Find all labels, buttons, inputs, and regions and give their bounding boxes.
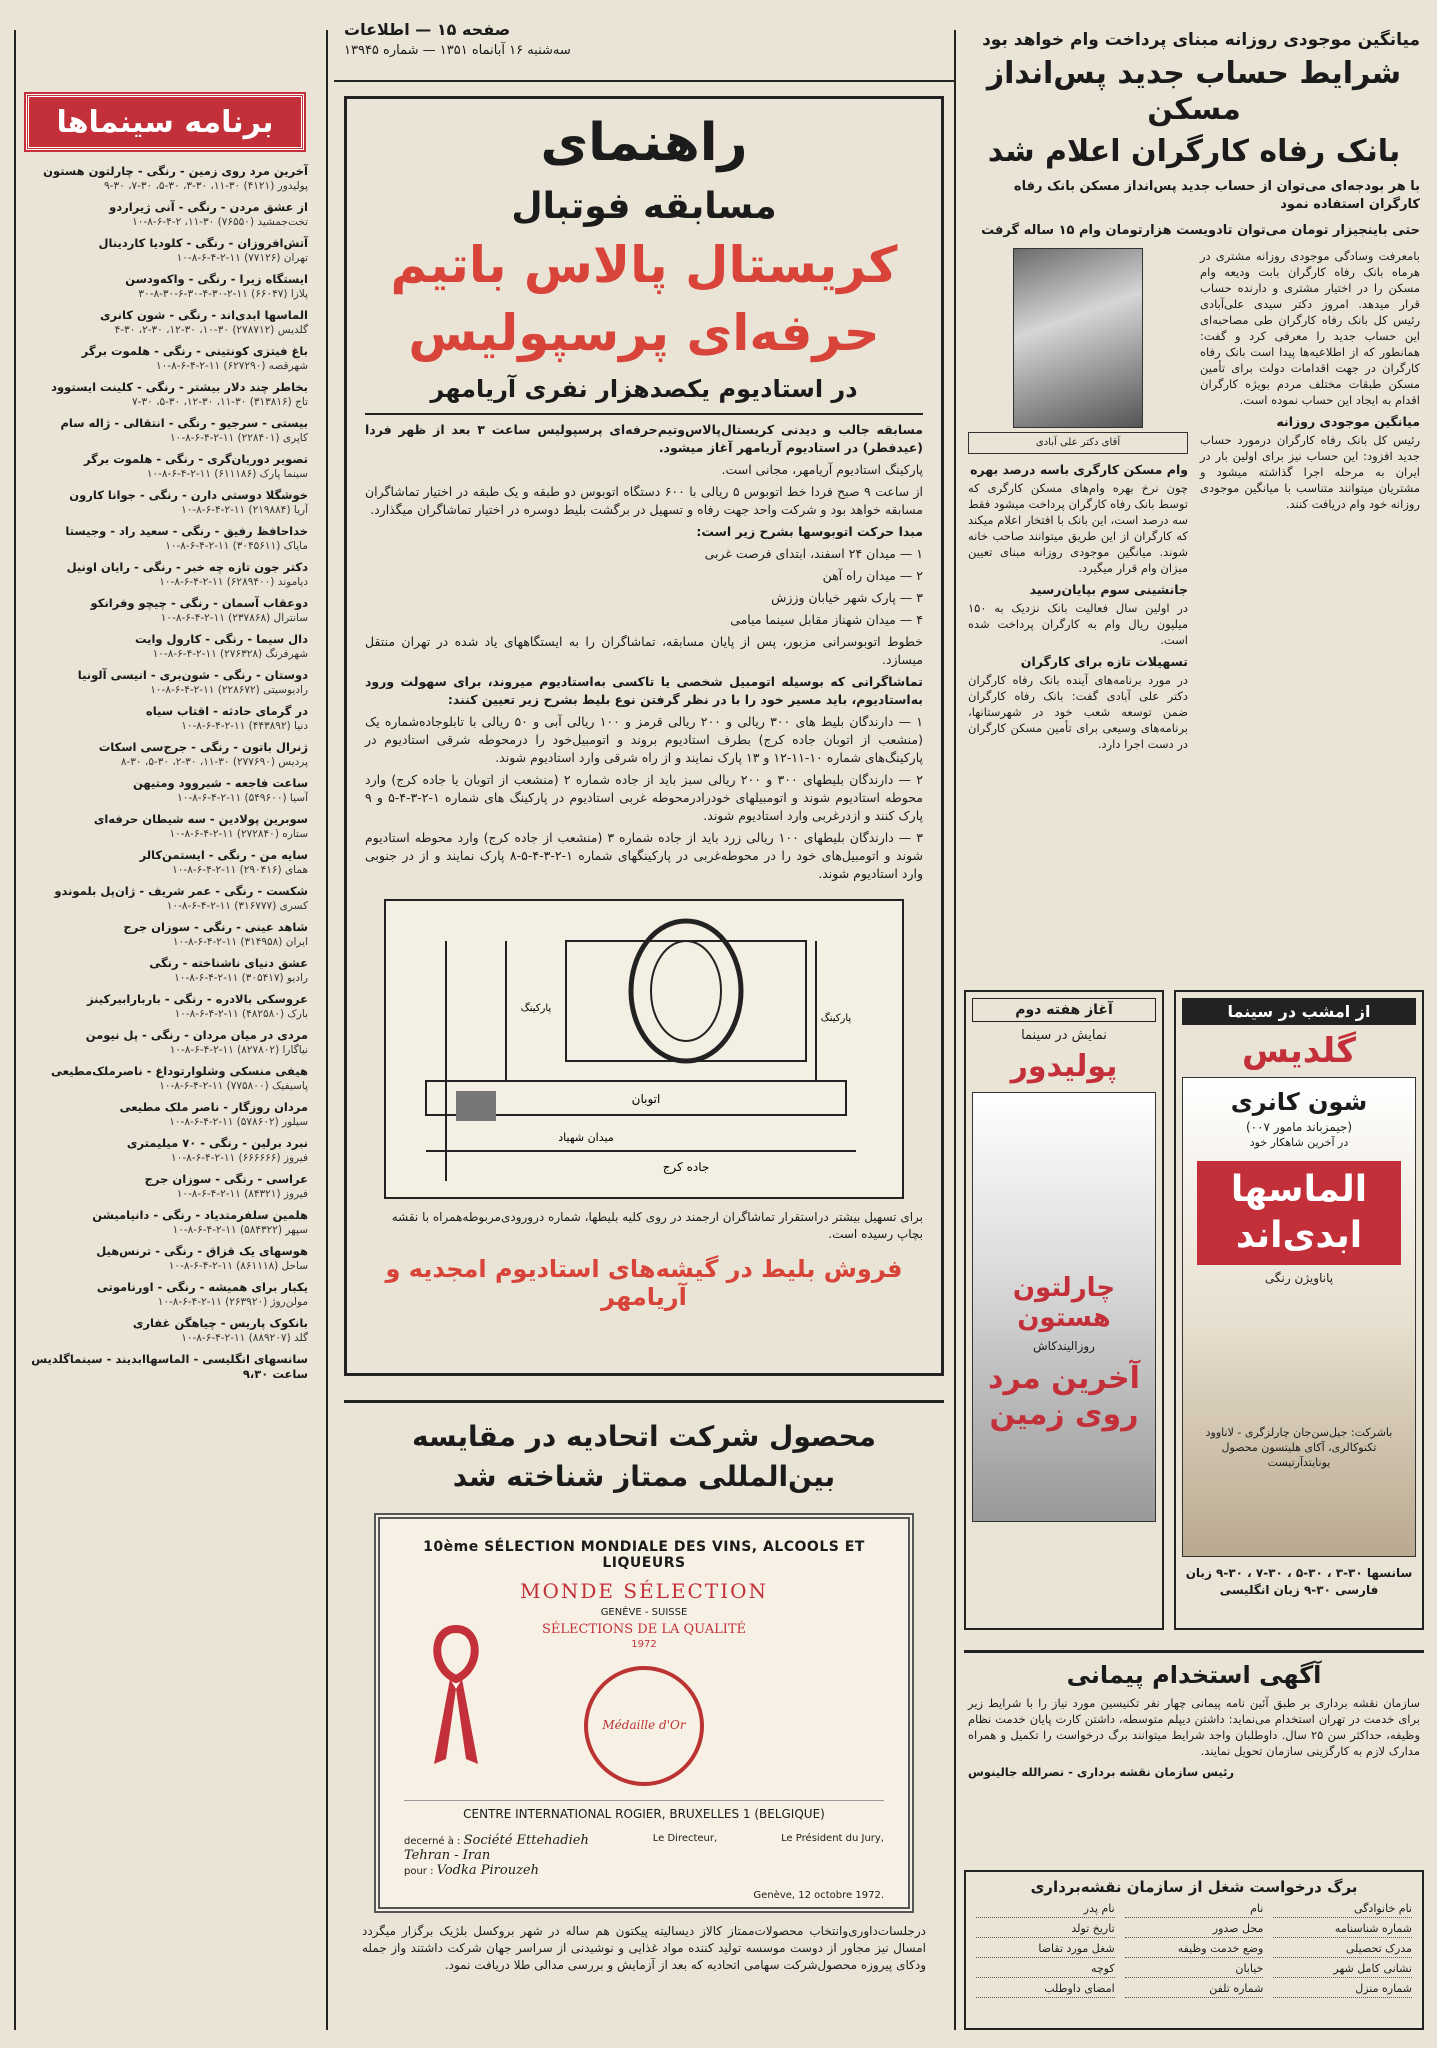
listing-title: سوبرین پولادین - سه شیطان حرفه‌ای [93,812,308,826]
listing-showtimes: دیاموند (۶۲۸۹۴۰۰) ۱۱-۲-۴-۶-۸-۱۰ [159,576,308,588]
column-divider [954,30,956,2030]
listing-title: ژنرال باتون - رنگی - جرج‌سی اسکات [98,740,308,754]
cinema-listing [22,1208,308,1238]
newspaper-page [14,10,1424,2040]
listing-title: از عشق مردن - رنگی - آنی ژیراردو [109,200,308,214]
listing-title: تصویر دوریان‌گری - رنگی - هلموت برگر [83,452,308,466]
form-field-label: محل صدور [1125,1922,1264,1938]
photo-caption: آقای دکتر علی آبادی [968,432,1188,454]
listing-showtimes: سپهر (۵۸۴۳۲۲) ۱۱-۲-۴-۶-۸-۱۰ [172,1224,308,1236]
cinema-listing [22,992,308,1022]
listing-title: آتش‌افروزان - رنگی - کلودیا کاردینال [98,236,308,250]
listing-showtimes: پاسیفیک (۷۷۵۸۰۰) ۱۱-۲-۴-۶-۸-۱۰ [159,1080,308,1092]
cinema-listing [22,272,308,302]
ad-paragraph: مبدا حرکت اتوبوسها بشرح زیر است: [696,524,923,539]
cinema-listing [22,848,308,878]
ad-paragraph: ۴ — میدان شهناز مقابل سینما میامی [730,612,923,627]
listing-showtimes: گلد (۸۸۹۲۰۷) ۱۱-۲-۴-۶-۸-۱۰ [181,1332,308,1344]
listing-title: دوعقاب آسمان - رنگی - چیچو وفرانکو [90,596,308,610]
poster-format: پاناویژن رنگی [1264,1271,1334,1285]
cinema-ad-show: نمایش در سینما [1021,1028,1107,1043]
form-fields [976,1902,1412,1998]
cert-year: 1972 [631,1639,657,1650]
cinema-listing [22,1064,308,1094]
listing-title: شاهد عینی - رنگی - سوزان جرج [123,920,308,934]
cinema-listing [22,632,308,662]
listing-title: عشق دنیای ناشناخته - رنگی [149,956,308,970]
ad-heading: راهنمای [540,113,748,173]
cinema-listing [22,920,308,950]
listing-title: هوسهای یک قزاق - رنگی - ترنس‌هیل [96,1244,308,1258]
award-certificate [374,1513,914,1913]
form-field-label: نام پدر [976,1902,1115,1918]
listing-title: در گرمای حادثه - اقتاب سیاه [145,704,308,718]
ad-paragraph: تماشاگرانی که بوسیله اتومبیل شخصی یا تاکسی به‌استادیوم میروند، برای سهولت ورود به‌استادیوم، باید مسیر خود را با در نظر گرفتن نوع بلیط بشرح زیر تعیین کنند: [365,674,923,707]
cinema-listings [22,164,308,1346]
award-ad [344,1400,944,2020]
cinema-listing [22,1028,308,1058]
form-field-label: نشانی کامل شهر [1273,1962,1412,1978]
cinema-listing [22,596,308,626]
map-label-parking-west: پارکینگ [520,1003,552,1014]
cinema-listing [22,344,308,374]
listing-showtimes: تاج (۳۱۳۸۱۶) ۳۰-۱۱، ۳۰-۱۲، ۳۰-۵، ۳۰-۷ [132,396,308,408]
listing-title: شکست - رنگی - عمر شریف - ژان‌پل بلموندو [54,884,308,898]
employment-notice [964,1650,1424,1860]
listing-showtimes: ایران (۳۱۴۹۵۸) ۱۱-۲-۴-۶-۸-۱۰ [172,936,308,948]
article-headline-1: شرایط حساب جدید پس‌انداز مسکن [986,56,1402,127]
cinema-listing [22,452,308,482]
poster-title: آخرین مرد روی زمین [988,1361,1140,1432]
listings-footer: سانسهای انگلیسی - الماسهاابدیند - سینماگلدیس ساعت ۹،۳۰ [31,1352,308,1381]
article-paragraph: در مورد برنامه‌های آینده بانک رفاه کارگران دکتر علی آبادی گفت: بانک رفاه کارگران ضمن توسعه شعب خود در شهرستانها، برنامه‌های وسیعی برای تأمین مسکن کارگران در دست اجرا دارد. [968,673,1188,751]
cinema-listings-column [14,30,314,2030]
article-section-heading: تسهیلات تازه برای کارگران [1020,654,1188,669]
ad-subheading: مسابقه فوتبال [511,186,777,227]
form-title: برگ درخواست شغل از سازمان نقشه‌برداری [1030,1878,1358,1896]
football-match-ad [344,96,944,1376]
listing-title: سایه من - رنگی - ایستمن‌کالر [139,848,308,862]
poster-role: (جیمزباند مامور ۰۰۷) [1245,1120,1353,1134]
listing-showtimes: مولن‌روژ (۲۶۳۹۲۰) ۱۱-۲-۴-۶-۸-۱۰ [157,1296,308,1308]
listing-showtimes: شهرفرنگ (۲۷۶۳۲۸) ۱۱-۲-۴-۶-۸-۱۰ [152,648,308,660]
portrait-photo [1013,248,1143,428]
cinema-listing [22,1100,308,1130]
listing-title: بانکوک پاریس - چیاهگن غفاری [132,1316,308,1330]
listing-showtimes: تهران (۷۷۱۲۶) ۱۱-۲-۴-۶-۸-۱۰ [176,252,308,264]
cinema-ad-name: پولیدور [1010,1049,1118,1084]
cinema-ad-tag: آغاز هفته دوم [972,998,1156,1022]
cinema-ad-goldis [1174,990,1424,1630]
folio-date: سه‌شنبه ۱۶ آبانماه ۱۳۵۱ — شماره ۱۳۹۴۵ [344,43,571,58]
article-kicker: میانگین موجودی روزانه مبنای پرداخت وام خواهد بود [982,30,1420,50]
listing-showtimes: فیروز (۶۶۶۶۶۶) ۱۱-۲-۴-۶-۸-۱۰ [171,1152,308,1164]
map-label-parking: پارکینگ [820,1013,852,1024]
cert-city: GENÈVE - SUISSE [600,1607,688,1618]
cert-organization: MONDE SÉLECTION [520,1579,768,1603]
stadium-map-drawing [386,901,902,1197]
cinema-ad-head: از امشب در سینما [1182,998,1416,1025]
cinema-listing [22,884,308,914]
listing-showtimes: ستاره (۲۷۲۸۴۰) ۱۱-۲-۴-۶-۸-۱۰ [169,828,308,840]
form-field-label: خیابان [1125,1962,1264,1978]
listing-showtimes: کاپری (۲۲۸۴۰۱) ۱۱-۲-۴-۶-۸-۱۰ [170,432,308,444]
employment-signature: رئیس سازمان نقشه برداری - نصرالله جالینوس [968,1765,1235,1779]
gold-medal-seal-icon [584,1666,704,1786]
cinema-listing [22,704,308,734]
award-headline-1: محصول شرکت اتحادیه در مقایسه [412,1420,876,1453]
ad-paragraph: مسابقه جالب و دیدنی کریستال‌پالاس‌وتیم‌حرفه‌ای پرسپولیس ساعت ۳ بعد از ظهر فردا (عیدفطر) در استادیوم آریامهر آغاز میشود. [365,422,923,455]
listing-title: خوشگلا دوستی دارن - رنگی - جوانا کارون [69,488,308,502]
cinema-listing [22,560,308,590]
ad-paragraph: ۲ — دارندگان بلیطهای ۳۰۰ و ۲۰۰ ریالی سبز باید از جاده شماره ۲ (منشعب از اتوبان یا جاده کرج) وارد محوطه استادیوم شوند و اتومبیلهای خودرادرمحوطه غربی استادیوم در پارکینگ های شماره ۱-۲-۳-۴-۵ و ۹ پارک کنند و ازدرغربی وارد استادیوم شوند. [365,772,924,823]
poster-star: شون کانری [1230,1088,1368,1116]
poster-costar: روزالیندکاش [1033,1339,1095,1353]
listing-title: ساعت فاجعه - شیروود ومتیهن [133,776,308,790]
cinema-listing [22,1280,308,1310]
listing-title: الماسها ابدی‌اند - رنگی - شون کانری [99,308,308,322]
listing-title: ایستگاه زیرا - رنگی - واکه‌ودسن [125,272,308,286]
ad-team-crystal-palace: کریستال پالاس باتیم [390,236,898,294]
ad-paragraph: ۳ — پارک شهر خیابان وززش [771,590,923,605]
form-field-label: تاریخ تولد [976,1922,1115,1938]
listing-title: یکبار برای همیشه - رنگی - اورناموتی [96,1280,308,1294]
listing-showtimes: همای (۲۹۰۴۱۶) ۱۱-۲-۴-۶-۸-۱۰ [172,864,308,876]
form-field-label: شماره تلفن [1125,1982,1264,1998]
article-subhead-1: با هر بودجه‌ای می‌توان از حساب جدید پس‌انداز مسکن بانک رفاه کارگران استفاده نمود [1013,179,1420,212]
application-form [964,1870,1424,2030]
ad-body-text [365,421,923,883]
cinema-listing [22,1316,308,1346]
form-field-label: شماره منزل [1273,1982,1412,1998]
listing-title: دال سیما - رنگی - کارول وایت [134,632,308,646]
map-label-square: میدان شهیاد [558,1131,614,1144]
cinema-listing [22,236,308,266]
ad-paragraph: ۱ — میدان ۲۴ اسفند، ابتدای فرصت غربی [704,546,923,561]
listing-title: دوستان - رنگی - شون‌بری - انیسی آلونیا [77,668,308,682]
ad-ticket-sale: فروش بلیط در گیشه‌های استادیوم امجدیه و آریامهر [385,1255,903,1311]
form-field-label: کوچه [976,1962,1115,1978]
listing-showtimes: ساحل (۸۶۱۱۱۸) ۱۱-۲-۴-۶-۸-۱۰ [168,1260,308,1272]
listing-showtimes: پردیس (۲۷۷۶۹۰) ۳۰-۱۱، ۳۰-۲، ۳۰-۵، ۳۰-۸ [120,756,308,768]
listing-title: باغ فیتزی کونتینی - رنگی - هلموت برگر [81,344,308,358]
ad-paragraph: ۱ — دارندگان بلیط های ۳۰۰ ریالی و ۲۰۰ ریالی قرمز و ۱۰۰ ریالی آبی و ۵۰ ریالی با تابلوجاده‌شماره یک (منشعب از اتوبان جاده کرج) بطرف استادیوم بروند و اتومبیل‌خود را درمحوطه شرقی استادیوم در پارکینگ‌های شماره ۱۰-۱۱-۱۲ و ۱۳ پارک نمایند و از راه شرقی وارد استادیوم شوند. [365,714,924,765]
poster-role-note: در آخرین شاهکار خود [1249,1136,1349,1149]
listing-title: عراسی - رنگی - سوزان جرج [144,1172,308,1186]
cinema-listing [22,1244,308,1274]
cert-president: Le Président du Jury, [781,1833,884,1844]
ad-team-persepolis: حرفه‌ای پرسپولیس [408,304,880,362]
listing-showtimes: کسری (۳۱۶۷۷۷) ۱۱-۲-۴-۶-۸-۱۰ [166,900,308,912]
ad-note: برای تسهیل بیشتر دراستقرار تماشاگران ارجمند در روی کلیه بلیطها، شماره‌ درورودی‌مربوطه‌همراه با نقشه بچاپ رسیده است. [391,1210,923,1241]
cinema-listing [22,956,308,986]
listing-showtimes: رادیو (۳۰۵۴۱۷) ۱۱-۲-۴-۶-۸-۱۰ [174,972,308,984]
article-section-heading: وام مسکن کارگری باسه درصد بهره [970,462,1188,477]
article-column-left [968,248,1188,752]
listing-title: بخاطر چند دلار بیشتر - رنگی - کلینت ایستوود [51,380,308,394]
listing-title: آخرین مرد روی زمین - رنگی - چارلتون هستون [43,164,308,178]
listing-showtimes: شهرقصه (۶۲۷۲۹۰) ۱۱-۲-۴-۶-۸-۱۰ [155,360,308,372]
listing-title: هلمین سلفرمتدیاد - رنگی - دانیامیشن [92,1208,308,1222]
header-rule [334,80,954,82]
form-field-label: نام خانوادگی [1273,1902,1412,1918]
form-field-label: مدرک تحصیلی [1273,1942,1412,1958]
cinema-listing [22,488,308,518]
listing-showtimes: بارک (۴۸۲۵۸۰) ۱۱-۲-۴-۶-۸-۱۰ [174,1008,308,1020]
employment-title: آگهی استخدام پیمانی [1066,1661,1322,1689]
article-headline-2: بانک رفاه کارگران اعلام شد [987,134,1401,169]
form-field-label: وضع خدمت وظیفه [1125,1942,1264,1958]
listing-showtimes: گلدیس (۲۷۸۷۱۲) ۳۰-۱۰، ۳۰-۱۲، ۳۰-۲، ۳۰-۴ [114,324,308,336]
listing-showtimes: سیلور (۵۷۸۶۰۲) ۱۱-۲-۴-۶-۸-۱۰ [169,1116,308,1128]
article-columns [968,248,1420,752]
cinema-ad-name: گلدیس [1241,1031,1357,1071]
column-divider [326,30,328,2030]
cinema-listing [22,740,308,770]
cert-quality: SÉLECTIONS DE LA QUALITÉ [541,1622,747,1637]
article-paragraph: رئیس کل بانک رفاه کارگران درمورد حساب جدید افزود: این حساب نیز برای اولین بار در ایران به مرحله اجرا گذاشته میشود و مشتریان میتوانند متناسب با میانگین موجودی روزانه خود وام دریافت کنند. [1200,433,1420,511]
ad-divider [365,413,923,415]
cert-date-row [404,1890,884,1901]
form-field-label: شغل مورد تقاضا [976,1942,1115,1958]
poster-actor: چارلتون هستون [1012,1273,1116,1333]
article-column-right [1200,248,1420,752]
listing-title: مردی در میان مردان - رنگی - پل نیومن [85,1028,308,1042]
cinema-listing [22,668,308,698]
listing-title: عروسکی بالادره - رنگی - باربارابیرکینز [87,992,308,1006]
cinema-listing [22,308,308,338]
movie-poster [972,1092,1156,1522]
cert-recipient-row [404,1833,884,1878]
listing-title: نبرد برلین - رنگی - ۷۰ میلیمتری [126,1136,308,1150]
cinema-listing [22,380,308,410]
form-field-label: نام [1125,1902,1264,1918]
article-subhead-2: حتی باینجیزار تومان می‌توان تادویست هزارتومان وام ۱۵ ساله گرفت [981,223,1420,238]
listing-showtimes: پولیدور (۴۱۲۱) ۳۰-۱۱، ۳۰-۳، ۳۰-۵، ۳۰-۷، ۳۰-۹ [104,180,308,192]
listing-title: بیستی - سرجیو - رنگی - انتقالی - ژاله سام [60,416,308,430]
listing-showtimes: آسیا (۵۴۹۶۰۰) ۱۱-۲-۴-۶-۸-۱۰ [177,792,308,804]
ad-venue: در استادیوم یکصدهزار نفری آریامهر [430,375,858,403]
article-section-heading: جانشینی سوم بپایان‌رسید [1029,582,1188,597]
map-label-road: جاده کرج [662,1160,710,1174]
listing-title: هیفی منسکی وشلوارتو‌داغ - ناصرملک‌مطیعی [51,1064,308,1078]
cert-center: CENTRE INTERNATIONAL ROGIER, BRUXELLES 1 (BELGIQUE) [404,1800,884,1821]
cert-recipient: decerné à : Société Ettehadieh Tehran - Iran pour : Vodka Pirouzeh [404,1833,589,1878]
seal-text: Médaille d'Or [602,1718,686,1732]
cinema-listing [22,1172,308,1202]
cinema-listing [22,524,308,554]
listing-title: خداحافظ رفیق - رنگی - سعید راد - وجیستا [65,524,308,538]
article-section-heading: میانگین موجودی روزانه [1276,414,1420,429]
stadium-map [384,899,904,1199]
ribbon-icon [426,1619,486,1769]
form-field-label: شماره شناسنامه [1273,1922,1412,1938]
award-caption: درجلسات‌داوری‌وانتخاب محصولات‌ممتاز کالاز دیسالیته پیکتون هم ساله در شهر بروکسل بلژیک برگزار میگردد امسال نیز مجاور از دوست موسسه تولید کننده مواد غذایی و نوشیدنی از سراسر جهان شرکت داشتند واز جمله ودکای پیروزه محصول‌شرکت سهامی اتحادیه که بعد از آزمایش و بررسی مدالی طلا دریافت نمود. [362,1924,926,1972]
poster-title: الماسها ابدی‌اند [1197,1161,1401,1265]
form-field-label: امضای داوطلب [976,1982,1115,1998]
cinema-listing [22,776,308,806]
poster-credits: باشرکت: جیل‌سن‌جان چارلزگری - لاناوود تکنوکالری، آکای هلیتسون محصول یونایتدآرتیست [1205,1426,1393,1469]
listing-showtimes: آریا (۲۱۹۸۸۴) ۱۱-۲-۴-۶-۸-۱۰ [181,504,308,516]
cinema-listing [22,1136,308,1166]
ad-paragraph: ۲ — میدان راه آهن [822,568,923,583]
movie-poster [1182,1077,1416,1557]
listing-showtimes: سانترال (۲۳۷۸۶۸) ۱۱-۲-۴-۶-۸-۱۰ [160,612,308,624]
cinema-showtimes: سانسها ۳۰-۳ ، ۳۰-۵ ، ۳۰-۷ ، ۳۰-۹ زبان فارسی ۳۰-۹ زبان انگلیسی [1185,1566,1413,1597]
listing-showtimes: فیروز (۸۴۳۲۱) ۱۱-۲-۴-۶-۸-۱۰ [176,1188,308,1200]
cinema-listing [22,416,308,446]
article-paragraph: بامعرفت وسادگی موجودی روزانه مشتری در هرماه بانک رفاه کارگران بابت ودیعه وام مسکن را در اختیار مشتری و دارنده حساب قرار میدهد. امروز دکتر سیدی علی‌آبادی رئیس کل بانک رفاه کارگران طی مصاحبه‌ای این حساب جدید را معرفی کرد و گفت: همانطور که از اطلاعیه‌ها پیدا است بانک رفاه کارگران در جهت اقدامات دولت برای تأمین مسکن طبقات مختلف مردم بویژه کارگران اقدام به ایجاد این حساب نموده است. [1200,249,1420,407]
cinema-listing [22,164,308,194]
folio-page-number: صفحه ۱۵ — اطلاعات [344,20,511,39]
cinema-listing [22,200,308,230]
listing-showtimes: سینما پارک (۶۱۱۱۸۶) ۱۱-۲-۴-۶-۸-۱۰ [146,468,308,480]
article-paragraph: چون نرخ بهره وام‌های مسکن کارگری که توسط بانک رفاه کارگران پرداخت میشود فقط سه درصد است، این بانک با افتخار اعلام میکند که کارگران از این طریق میتوانند صاحب خانه شوند. میانگین موجودی روزانه مبنای تعیین میزان وام قرار میگیرد. [968,481,1188,575]
employment-body: سازمان نقشه برداری بر طبق آئین نامه پیمانی چهار نفر تکنیسین مورد نیاز را با شرایط زیر برای خدمت در تهران استخدام می‌نماید: داشتن دیپلم متوسطه، داشتن کارت پایان خدمت نظام وظیفه، حداکثر سن ۲۵ سال. داوطلبان واجد شرایط میتوانند برگ درخواست را تکمیل و همراه مدارک لازم به کارگزینی سازمان تحویل نمایند. [968,1696,1420,1758]
listing-showtimes: تخت‌جمشید (۷۶۵۵۰) ۳۰-۱۱، ۲-۴-۶-۸-۱۰ [132,216,308,228]
cinema-listing [22,812,308,842]
listing-showtimes: رادیوسیتی (۲۲۸۶۷۲) ۱۱-۲-۴-۶-۸-۱۰ [150,684,308,696]
listing-title: مردان روزگار - ناصر ملک مطیعی [119,1100,308,1114]
award-headline-2: بین‌المللی ممتاز شناخته شد [452,1460,836,1493]
cert-director: Le Directeur, [652,1833,718,1844]
ad-paragraph: ۳ — دارندگان بلیطهای ۱۰۰ ریالی زرد باید از جاده شماره ۳ (منشعب از جاده کرج) وارد محوطه استادیوم شوند و اتومبیل‌های خود را در محوطه‌غربی در پارکینگهای شماره ۱-۲-۳-۴-۵-۸ پارک نمایند و از در جنوبی وارد استادیوم شوند. [365,830,923,881]
cinema-ad-polydor [964,990,1164,1630]
listing-showtimes: مایاک (۳۰۴۵۶۱۱) ۱۱-۲-۴-۶-۸-۱۰ [165,540,308,552]
cinema-listings-banner: برنامه سینماها [26,94,304,150]
page-folio [344,20,944,80]
cert-date: Genève, 12 octobre 1972. [753,1890,884,1901]
map-label-highway: اتوبان [631,1092,661,1106]
cert-title: 10ème SÉLECTION MONDIALE DES VINS, ALCOOLS ET LIQUEURS [423,1539,865,1571]
ad-paragraph: از ساعت ۹ صبح فردا خط اتوبوس ۵ ریالی با ۶۰۰ دستگاه اتوبوس دو طبقه و یک طبقه در اختیار تماشاگران مسابقه خواهد بود و شرکت واحد جهت رفاه و تسهیل در برگشت بلیط دوسره در اختیار تماشاگران میگذارد. [365,484,923,517]
listing-showtimes: نیاگارا (۸۲۷۸۰۲) ۱۱-۲-۴-۶-۸-۱۰ [169,1044,308,1056]
listing-showtimes: پلازا (۶۶۰۴۷) ۱۱-۲-۳۰-۴-۳۰-۶-۳۰-۸-۳۰ [138,288,308,300]
listing-showtimes: دنیا (۴۴۳۸۹۲) ۱۱-۲-۴-۶-۸-۱۰ [181,720,308,732]
ad-paragraph: خطوط اتوبوسرانی مزبور، پس از پایان مسابقه، تماشاگران را به ایستگاههای یاد شده در تهران منتقل میسازد. [365,634,923,667]
parking-block [456,1091,496,1121]
article-paragraph: در اولین سال فعالیت بانک نزدیک به ۱۵۰ میلیون ریال وام به کارگران پرداخت شده است. [968,601,1188,647]
listing-title: دکتر جون تازه چه خبر - رنگی - رایان اونیل [66,560,308,574]
ad-paragraph: پارکینگ استادیوم آریامهر، مجانی است. [721,462,923,477]
